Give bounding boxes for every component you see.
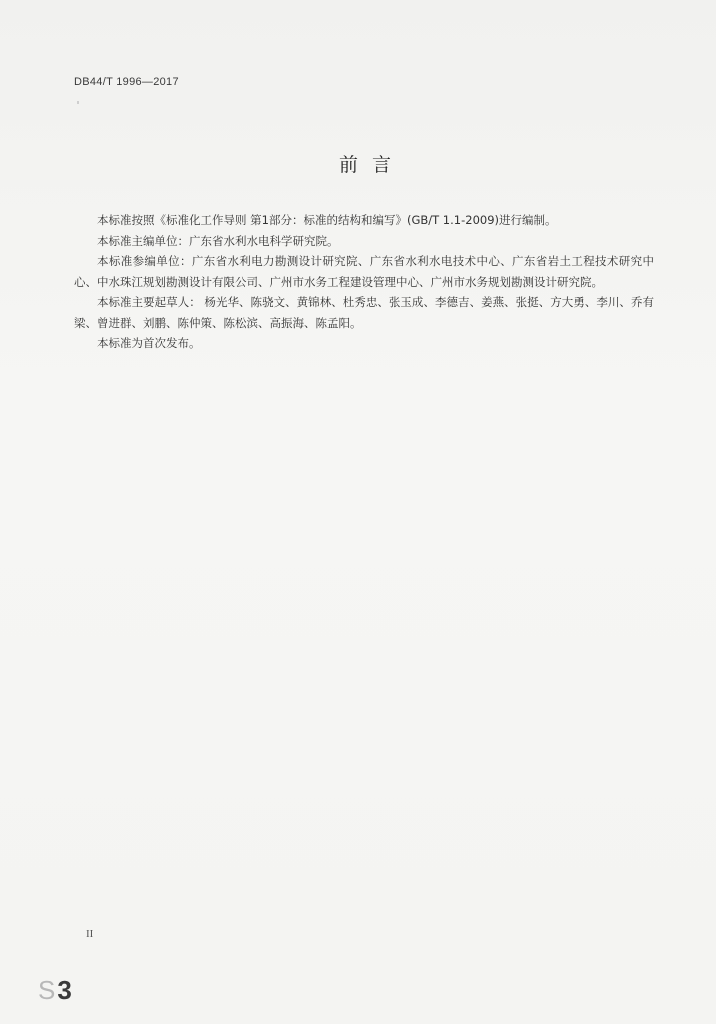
corner-mark (38, 975, 72, 1006)
corner-number: 3 (57, 975, 72, 1005)
paragraph-chief-editor: 本标准主编单位：广东省水利水电科学研究院。 (97, 233, 339, 248)
paragraph-first-release: 本标准为首次发布。 (97, 336, 201, 350)
document-id: DB44/T 1996—2017 (74, 76, 179, 88)
page-number: II (86, 928, 94, 940)
section-title: 前言 (338, 154, 405, 176)
paragraph-participating-units: 本标准参编单位：广东省水利电力勘测设计研究院、广东省水利水电技术中心、广东省岩土工程技术研究中心、中水珠江规划勘测设计有限公司、广州市水务工程建设管理中心、广州市水务规划勘测设计研究院。 (74, 254, 654, 289)
paragraph-standard-basis: 本标准按照《标准化工作导则 第1部分：标准的结构和编写》(GB/T 1.1-2009)进行编制。 (97, 213, 557, 227)
scan-speck (77, 101, 79, 104)
corner-glyph: S (38, 975, 56, 1005)
foreword-body (74, 210, 654, 354)
paragraph-drafters: 本标准主要起草人： 杨光华、陈骁文、黄锦林、杜秀忠、张玉成、李德吉、姜燕、张挺、方大勇、李川、乔有梁、曾进群、刘鹏、陈仲策、陈松滨、高振海、陈孟阳。 (74, 295, 654, 330)
